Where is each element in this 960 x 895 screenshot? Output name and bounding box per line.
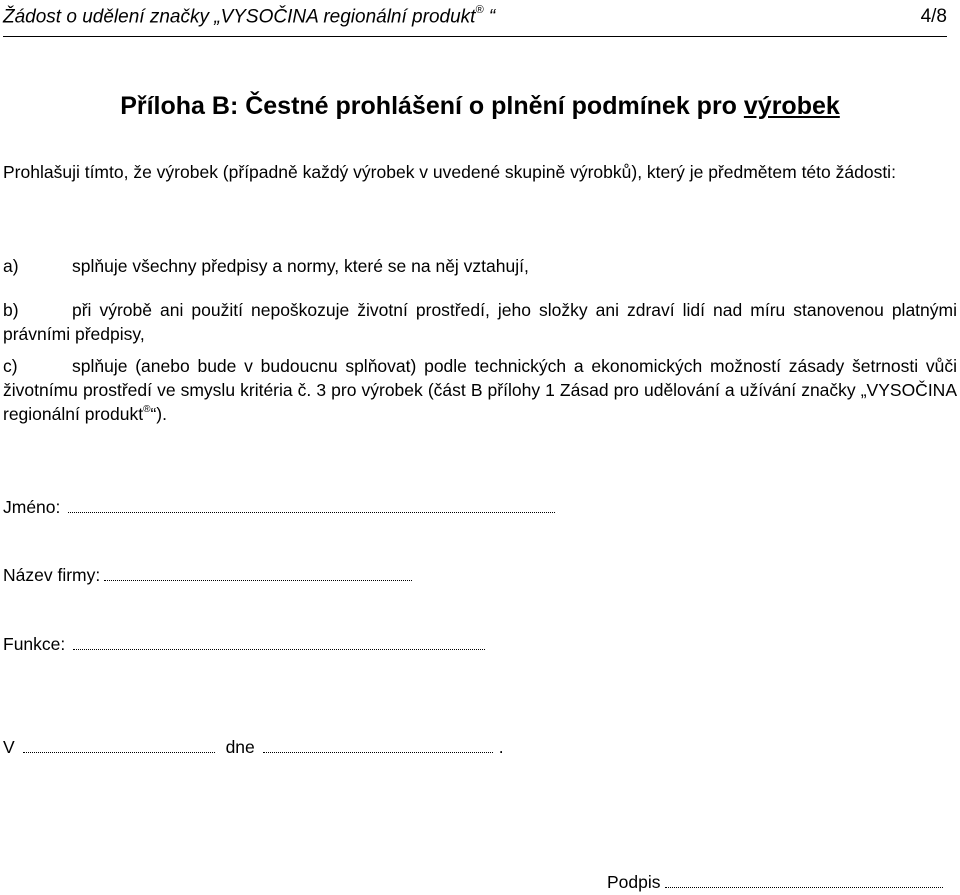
place-label: V (3, 737, 15, 757)
list-marker: c) (3, 356, 18, 376)
annex-title: Příloha B: Čestné prohlášení o plnění podmínek pro výrobek (120, 92, 840, 120)
date-label: dne (225, 737, 255, 757)
list-item-b: b) při výrobě ani použití nepoškozuje životní prostředí, jeho složky ani zdraví lidí nad míru stanovenou platnými právními předpisy, (3, 300, 957, 344)
signature-field (607, 872, 943, 893)
name-field (3, 497, 555, 518)
function-label: Funkce: (3, 634, 66, 654)
header-title: Žádost o udělení značky „VYSOČINA regionální produkt® “ (3, 4, 496, 28)
name-fill-line[interactable] (68, 511, 555, 513)
name-label: Jméno: (3, 497, 61, 517)
list-item-a: a) splňuje všechny předpisy a normy, které se na něj vztahují, (3, 256, 529, 276)
intro-paragraph: Prohlašuji tímto, že výrobek (případně každý výrobek v uvedené skupině výrobků), který je předmětem této žádosti: (3, 162, 896, 182)
page-number: 4/8 (920, 6, 947, 27)
registered-mark: ® (475, 4, 484, 16)
signature-label: Podpis (607, 872, 661, 892)
function-field (3, 634, 485, 655)
page-header (3, 6, 947, 37)
list-marker: a) (3, 256, 19, 276)
company-fill-line[interactable] (104, 579, 412, 581)
place-date-field (3, 737, 504, 758)
company-label: Název firmy: (3, 565, 101, 585)
signature-fill-line[interactable] (665, 886, 943, 888)
registered-mark: ® (143, 404, 151, 415)
function-fill-line[interactable] (73, 648, 485, 650)
place-fill-line[interactable] (23, 751, 215, 753)
date-fill-line[interactable] (263, 751, 493, 753)
end-dot: . (498, 737, 504, 757)
company-field (3, 565, 412, 586)
list-item-c: c) splňuje (anebo bude v budoucnu splňovat) podle technických a ekonomických možností zásady šetrnosti vůči životnímu prostředí ve smyslu kritéria č. 3 pro výrobek (část B přílohy 1 Zásad pro udělování a užívání značky „VYSOČINA regionální produkt®“). (3, 356, 957, 424)
list-marker: b) (3, 300, 19, 320)
